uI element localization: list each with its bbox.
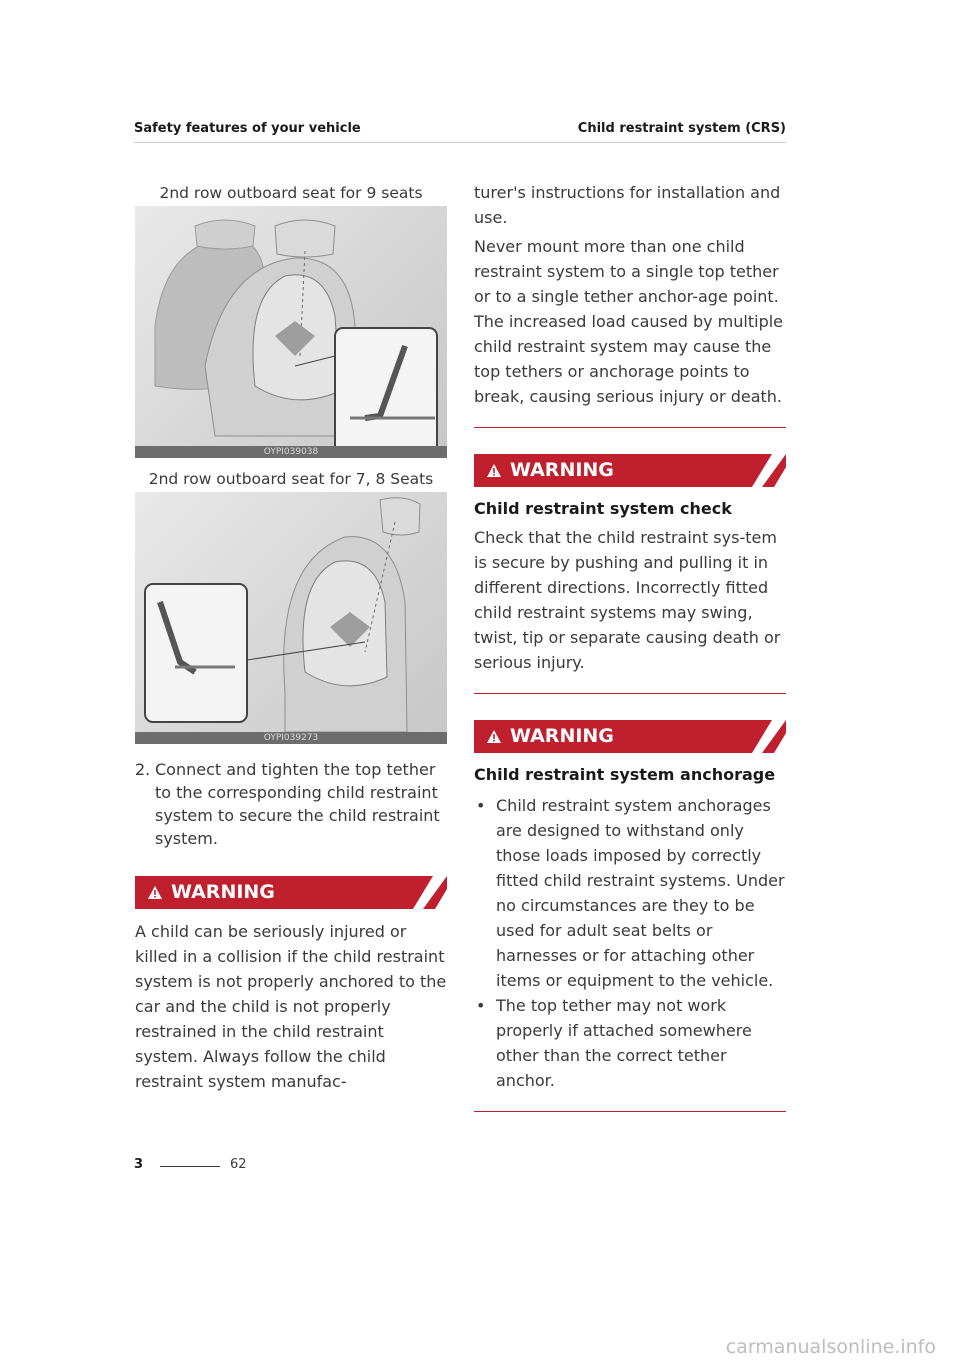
warning-label-1: WARNING	[171, 881, 275, 903]
list-item: • Child restraint system anchorages are designed to withstand only those loads imposed by correctly fitted child restraint systems. Under no circumstances are they to be used for adult seat belts or harnesses or for attaching other items or equipment to the vehicle.	[476, 796, 785, 990]
figure-caption-2: 2nd row outboard seat for 7, 8 Seats	[148, 470, 434, 488]
warning-end-rule	[474, 1111, 786, 1112]
warning-3-title: Child restraint system anchorage	[474, 765, 776, 784]
running-header-topic: Child restraint system (CRS)	[577, 121, 786, 136]
warning-1-continued	[474, 180, 786, 409]
list-item: • The top tether may not work properly if attached somewhere other than the correct tether anchor.	[476, 996, 752, 1090]
warning-3-bullets	[474, 793, 786, 1093]
warning-2-text: Check that the child restraint sys-tem is secure by pushing and pulling it in different directions. Incorrectly fitted child restraint systems may swing, twist, tip or separate causing death or serious injury.	[474, 528, 781, 672]
figure-seat-9	[135, 206, 447, 458]
warning-1-text: A child can be seriously injured or killed in a collision if the child restraint system is not properly anchored to the car and the child is not properly restrained in the child restraint system. Always follow the child restraint system manufac-	[135, 922, 447, 1091]
chapter-number: 3	[134, 1157, 144, 1172]
watermark: carmanualsonline.info	[725, 1336, 936, 1358]
step-number: 2.	[135, 760, 151, 779]
seat-illustration-2	[135, 492, 447, 744]
footer-rule	[160, 1166, 220, 1167]
figure-code-1: OYPI039038	[135, 446, 447, 458]
banner-slash-decoration	[403, 876, 447, 909]
warning-end-rule	[474, 693, 786, 694]
instruction-step-2	[135, 758, 447, 850]
warning-banner-1	[135, 876, 447, 909]
warning-1-cont-p1: turer's instructions for installation and use.	[474, 183, 781, 227]
warning-end-rule	[474, 427, 786, 428]
running-header-section: Safety features of your vehicle	[134, 121, 361, 136]
figure-code-2: OYPI039273	[135, 732, 447, 744]
seat-illustration-1	[135, 206, 447, 458]
right-column	[474, 180, 786, 1112]
step-text: Connect and tighten the top tether to the corresponding child restraint system to secure the child restraint system.	[155, 760, 440, 848]
figure-caption-1: 2nd row outboard seat for 9 seats	[159, 184, 423, 202]
figure-seat-78	[135, 492, 447, 744]
warning-banner-2	[474, 454, 786, 487]
warning-2-title: Child restraint system check	[474, 499, 732, 518]
warning-triangle-icon	[486, 463, 502, 478]
warning-triangle-icon	[147, 885, 163, 900]
page-number: 62	[230, 1157, 247, 1172]
warning-label-3: WARNING	[510, 725, 614, 747]
banner-slash-decoration	[742, 454, 786, 487]
warning-triangle-icon	[486, 729, 502, 744]
warning-1-cont-p2: Never mount more than one child restraint system to a single top tether or to a single tether anchor-age point. The increased load caused by multiple child restraint system may cause the top tethers or anchorage points to break, causing serious injury or death.	[474, 237, 784, 406]
banner-slash-decoration	[742, 720, 786, 753]
warning-label-2: WARNING	[510, 459, 614, 481]
warning-banner-3	[474, 720, 786, 753]
header-rule	[134, 142, 786, 143]
left-column	[135, 180, 447, 1094]
